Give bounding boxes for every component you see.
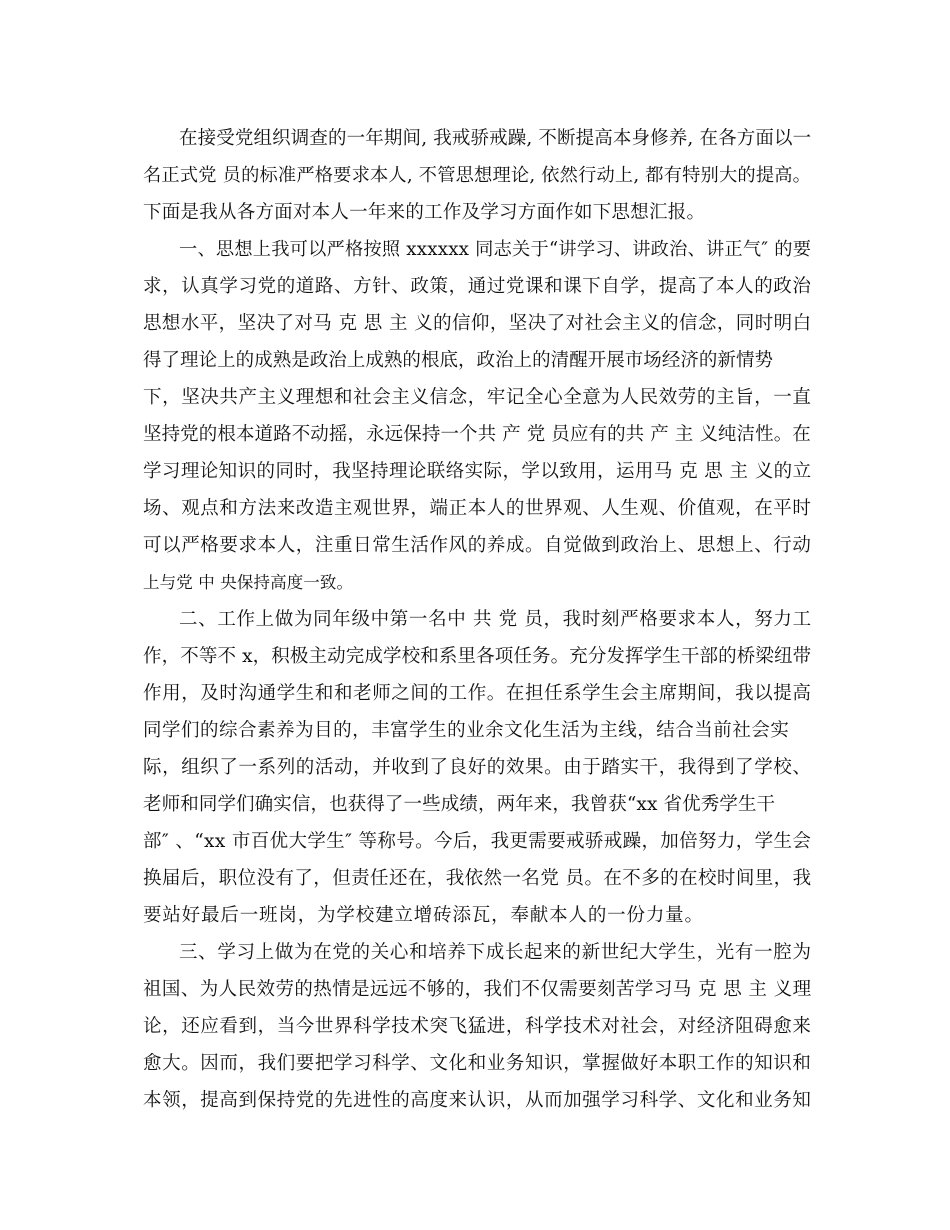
- paragraph-line: [0, 232, 950, 268]
- paragraph-line: [0, 121, 950, 157]
- line-text: 要站好最后一班岗，为学校建立增砖添瓦，奉献本人的一份力量。: [143, 905, 704, 926]
- paragraph-line: [0, 158, 950, 194]
- line-text: 思想水平，坚决了对马 克 思 主 义的信仰，坚决了对社会主义的信念，同时明白: [143, 313, 812, 334]
- paragraph-line: [0, 1009, 950, 1045]
- line-text: 愈大。因而，我们要把学习科学、文化和业务知识，掌握做好本职工作的知识和: [143, 1053, 812, 1074]
- paragraph-line: [0, 528, 950, 564]
- line-text: 作，不等不 x，积极主动完成学校和系里各项任务。充分发挥学生干部的桥梁纽带: [143, 646, 812, 667]
- line-text: 名正式党 员的标准严格要求本人, 不管思想理论, 依然行动上, 都有特别大的提高。: [143, 165, 812, 186]
- paragraph-line: [0, 417, 950, 453]
- line-text: 上与党 中 央保持高度一致。: [143, 573, 354, 592]
- line-text: 可以严格要求本人，注重日常生活作风的养成。自觉做到政治上、思想上、行动: [143, 535, 812, 556]
- line-text: 下面是我从各方面对本人一年来的工作及学习方面作如下思想汇报。: [143, 202, 706, 223]
- line-text: 祖国、为人民效劳的热情是远远不够的，我们不仅需要刻苦学习马 克 思 主 义理: [143, 979, 812, 1000]
- line-text: 求，认真学习党的道路、方针、政策，通过党课和课下自学，提高了本人的政治: [143, 276, 812, 297]
- paragraph-line: [0, 861, 950, 897]
- line-text: 得了理论上的成熟是政治上成熟的根底，政治上的清醒开展市场经济的新情势: [143, 350, 774, 371]
- paragraph-line: [0, 676, 950, 712]
- paragraph-line: [0, 935, 950, 971]
- line-text: 际，组织了一系列的活动，并收到了良好的效果。由于踏实干，我得到了学校、: [143, 757, 812, 778]
- line-text: 场、观点和方法来改造主观世界，端正本人的世界观、人生观、价值观，在平时: [143, 498, 812, 519]
- paragraph-line: [0, 713, 950, 749]
- line-text: 同学们的综合素养为目的，丰富学生的业余文化生活为主线，结合当前社会实: [143, 720, 790, 741]
- paragraph-line: [0, 454, 950, 490]
- paragraph-line: [0, 491, 950, 527]
- line-text: 坚持党的根本道路不动摇，永远保持一个共 产 党 员应有的共 产 主 义纯洁性。在: [143, 424, 811, 445]
- paragraph-line: [0, 195, 950, 231]
- paragraph-line: [0, 787, 950, 823]
- paragraph-line: [0, 380, 950, 416]
- line-text: 下，坚决共产主义理想和社会主义信念，牢记全心全意为人民效劳的主旨，一直: [143, 387, 812, 408]
- paragraph-line: [0, 565, 950, 601]
- line-text: 学习理论知识的同时，我坚持理论联络实际，学以致用，运用马 克 思 主 义的立: [143, 461, 812, 482]
- line-text: 换届后，职位没有了，但责任还在，我依然一名党 员。在不多的在校时间里，我: [143, 868, 812, 889]
- line-text: 二、工作上做为同年级中第一名中 共 党 员，我时刻严格要求本人，努力工: [179, 609, 812, 630]
- paragraph-line: [0, 639, 950, 675]
- paragraph-line: [0, 306, 950, 342]
- line-text: 三、学习上做为在党的关心和培养下成长起来的新世纪大学生，光有一腔为: [179, 942, 812, 963]
- line-text: 部″ 、“xx 市百优大学生″ 等称号。今后，我更需要戒骄戒躁，加倍努力，学生会: [143, 831, 812, 852]
- paragraph-line: [0, 343, 950, 379]
- line-text: 论，还应看到，当今世界科学技术突飞猛进，科学技术对社会，对经济阻碍愈来: [143, 1016, 812, 1037]
- paragraph-line: [0, 602, 950, 638]
- line-text: 本领，提高到保持党的先进性的高度来认识，从而加强学习科学、文化和业务知: [143, 1090, 812, 1111]
- paragraph-line: [0, 750, 950, 786]
- line-text: 老师和同学们确实信，也获得了一些成绩，两年来，我曾获“xx 省优秀学生干: [143, 794, 776, 815]
- line-text: 一、思想上我可以严格按照 xxxxxx 同志关于“讲学习、讲政治、讲正气″ 的要: [179, 239, 812, 260]
- line-text: 作用，及时沟通学生和和老师之间的工作。在担任系学生会主席期间，我以提高: [143, 683, 812, 704]
- paragraph-line: [0, 269, 950, 305]
- paragraph-line: [0, 972, 950, 1008]
- paragraph-line: [0, 898, 950, 934]
- paragraph-line: [0, 824, 950, 860]
- paragraph-line: [0, 1046, 950, 1082]
- line-text: 在接受党组织调查的一年期间, 我戒骄戒躁, 不断提高本身修养, 在各方面以一: [179, 128, 812, 149]
- paragraph-line: [0, 1083, 950, 1119]
